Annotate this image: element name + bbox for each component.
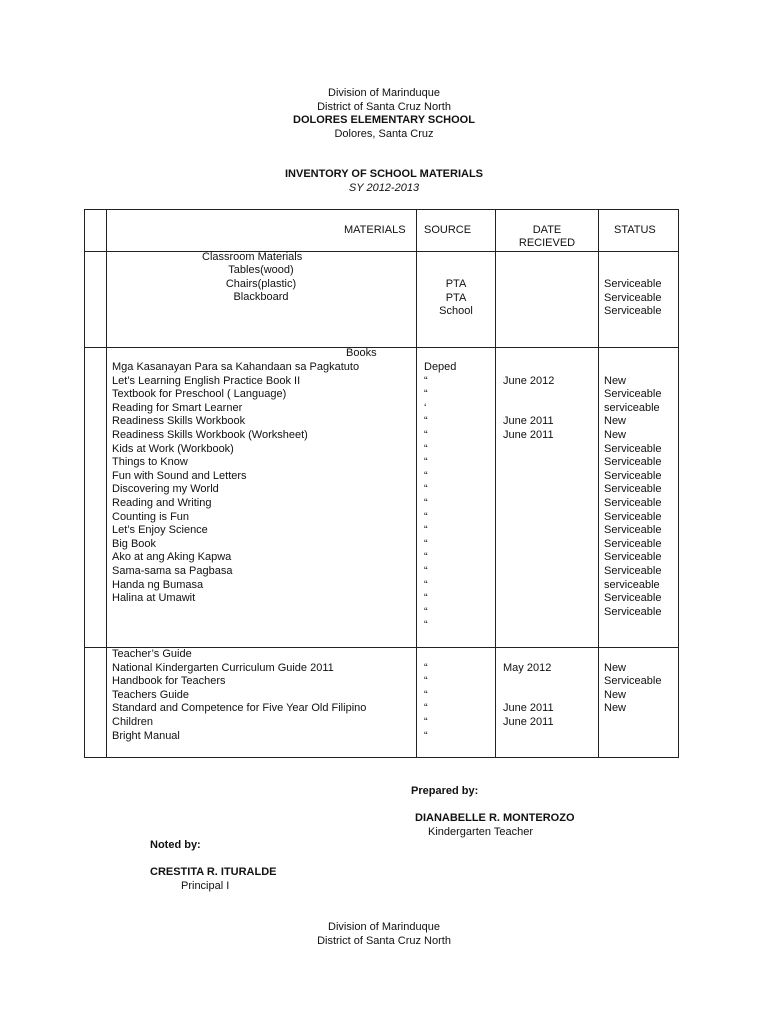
table-border-top: [84, 209, 679, 210]
table-border-left: [84, 209, 85, 758]
header-date-received: DATE RECIEVED: [518, 224, 576, 249]
status-cell: serviceable: [604, 578, 660, 591]
date-cell: June 2011: [503, 415, 554, 428]
header-status: STATUS: [614, 224, 656, 236]
source-cell: “: [424, 510, 428, 523]
source-cell: “: [424, 688, 428, 701]
list-item: Mga Kasanayan Para sa Kahandaan sa Pagkatuto: [112, 361, 360, 373]
list-item: Tables(wood): [228, 264, 294, 276]
status-cell: Serviceable: [604, 551, 662, 564]
table-header-divider: [84, 251, 679, 252]
status-cell: [604, 648, 661, 662]
list-item: Readiness Skills Workbook (Worksheet): [112, 428, 308, 441]
books-dates: [503, 361, 554, 443]
division-name: Division of Marinduque: [328, 87, 440, 99]
list-item: Teachers Guide: [112, 688, 190, 701]
source-cell: “: [424, 524, 428, 537]
source-cell: “: [424, 715, 428, 728]
date-cell: [503, 402, 554, 416]
list-item: Discovering my World: [112, 483, 219, 496]
list-item: National Kindergarten Curriculum Guide 2011: [112, 661, 334, 674]
list-item: Bright Manual: [112, 729, 180, 742]
list-item: Textbook for Preschool ( Language): [112, 388, 287, 401]
list-item: Standard and Competence for Five Year Old Filipino: [112, 702, 367, 715]
list-item: Readiness Skills Workbook: [112, 415, 246, 428]
list-item: Counting is Fun: [112, 510, 190, 523]
source-cell: “: [424, 578, 428, 591]
status-cell: [604, 361, 661, 375]
prepared-by-label: Prepared by:: [411, 785, 479, 797]
classroom-sources: [417, 278, 495, 319]
document-title: [0, 168, 768, 195]
table-col-divider: [495, 209, 496, 758]
status-cell: Serviceable: [604, 524, 662, 537]
status-cell: Serviceable: [604, 564, 662, 577]
source-cell: ‘: [424, 401, 427, 414]
header-source: SOURCE: [424, 224, 472, 236]
footer-district: District of Santa Cruz North: [317, 934, 451, 947]
source-cell: “: [424, 564, 428, 577]
status-cell: Serviceable: [604, 483, 662, 496]
status-cell: Serviceable: [604, 496, 662, 509]
list-item: Kids at Work (Workbook): [112, 442, 234, 455]
status-cell: New: [604, 661, 627, 674]
teacher-sources: [424, 648, 428, 743]
books-heading: Books: [346, 347, 377, 359]
source-cell: “: [424, 661, 428, 674]
list-item: Handbook for Teachers: [112, 675, 226, 688]
prepared-by-name: DIANABELLE R. MONTEROZO: [415, 812, 575, 824]
noted-by-title: Principal I: [181, 880, 230, 892]
source-cell: [424, 648, 428, 662]
source-cell: “: [424, 592, 428, 605]
header-materials: MATERIALS: [344, 224, 406, 236]
status-cell: New: [604, 428, 627, 441]
list-item: Big Book: [112, 537, 157, 550]
source-cell: “: [424, 729, 428, 742]
teacher-items: [112, 648, 366, 743]
source-cell: “: [424, 496, 428, 509]
classroom-items: [106, 264, 416, 305]
status-cell: New: [604, 415, 627, 428]
date-cell: May 2012: [503, 661, 552, 674]
noted-by-label: Noted by:: [150, 839, 201, 851]
date-cell: [503, 689, 554, 703]
status-cell: Serviceable: [604, 605, 662, 618]
books-statuses: [604, 361, 661, 619]
school-year: SY 2012-2013: [348, 181, 420, 194]
source-cell: “: [424, 469, 428, 482]
list-item: Let’s Learning English Practice Book II: [112, 374, 301, 387]
source-cell: “: [424, 428, 428, 441]
status-cell: Serviceable: [604, 537, 662, 550]
source-cell: PTA: [445, 278, 467, 290]
source-cell: “: [424, 605, 428, 618]
source-cell: PTA: [445, 291, 467, 304]
noted-by-name: CRESTITA R. ITURALDE: [150, 866, 277, 878]
table-border-right: [678, 209, 679, 758]
date-cell: June 2011: [503, 428, 554, 441]
source-cell: “: [424, 537, 428, 550]
status-cell: Serviceable: [604, 469, 662, 482]
table-row-divider: [84, 347, 679, 348]
status-cell: serviceable: [604, 401, 660, 414]
source-cell: Deped: [424, 361, 457, 373]
source-cell: “: [424, 619, 428, 632]
list-item: Halina at Umawit: [112, 592, 196, 605]
classroom-materials-heading: Classroom Materials: [202, 251, 303, 263]
table-border-bottom: [84, 757, 679, 758]
footer-division: Division of Marinduque: [328, 921, 440, 933]
source-cell: “: [424, 415, 428, 428]
status-cell: Serviceable: [604, 456, 662, 469]
status-cell: New: [604, 702, 627, 715]
date-cell: [503, 388, 554, 402]
source-cell: “: [424, 675, 428, 688]
status-cell: Serviceable: [604, 442, 662, 455]
status-cell: Serviceable: [604, 592, 662, 605]
teacher-dates: [503, 648, 554, 730]
document-footer: [0, 921, 768, 948]
list-item: Reading for Smart Learner: [112, 401, 243, 414]
status-cell: Serviceable: [604, 291, 662, 304]
school-name: DOLORES ELEMENTARY SCHOOL: [293, 114, 475, 126]
classroom-statuses: [604, 278, 661, 319]
date-cell: June 2012: [503, 374, 555, 387]
date-cell: June 2011: [503, 702, 554, 715]
books-items: [112, 361, 359, 606]
books-sources: [424, 361, 456, 633]
status-cell: Serviceable: [604, 388, 662, 401]
source-cell: “: [424, 456, 428, 469]
source-cell: School: [439, 305, 473, 318]
date-cell: June 2011: [503, 715, 554, 728]
teacher-statuses: [604, 648, 661, 716]
prepared-by-title: Kindergarten Teacher: [428, 826, 533, 838]
source-cell: “: [424, 483, 428, 496]
list-item: Things to Know: [112, 456, 188, 469]
status-cell: Serviceable: [604, 510, 662, 523]
list-item: Chairs(plastic): [225, 277, 297, 290]
source-cell: “: [424, 702, 428, 715]
date-cell: [503, 675, 554, 689]
source-cell: “: [424, 551, 428, 564]
source-cell: “: [424, 388, 428, 401]
source-cell: “: [424, 442, 428, 455]
list-item: Reading and Writing: [112, 496, 212, 509]
document-header: [0, 87, 768, 141]
list-item: Sama-sama sa Pagbasa: [112, 564, 233, 577]
status-cell: New: [604, 688, 627, 701]
source-cell: “: [424, 374, 428, 387]
district-name: District of Santa Cruz North: [317, 100, 451, 113]
list-item: Let’s Enjoy Science: [112, 524, 208, 537]
inventory-title: INVENTORY OF SCHOOL MATERIALS: [284, 168, 484, 180]
date-cell: [503, 648, 554, 662]
status-cell: Serviceable: [604, 675, 662, 688]
status-cell: Serviceable: [604, 305, 662, 318]
list-item: Fun with Sound and Letters: [112, 469, 247, 482]
list-item: Teacher’s Guide: [112, 648, 192, 660]
date-cell: [503, 361, 554, 375]
status-cell: Serviceable: [604, 278, 662, 290]
list-item: Blackboard: [233, 291, 289, 304]
list-item: Children: [112, 715, 153, 728]
list-item: Handa ng Bumasa: [112, 578, 204, 591]
list-item: Ako at ang Aking Kapwa: [112, 551, 232, 564]
school-location: Dolores, Santa Cruz: [334, 127, 434, 140]
status-cell: New: [604, 374, 627, 387]
table-col-divider: [598, 209, 599, 758]
